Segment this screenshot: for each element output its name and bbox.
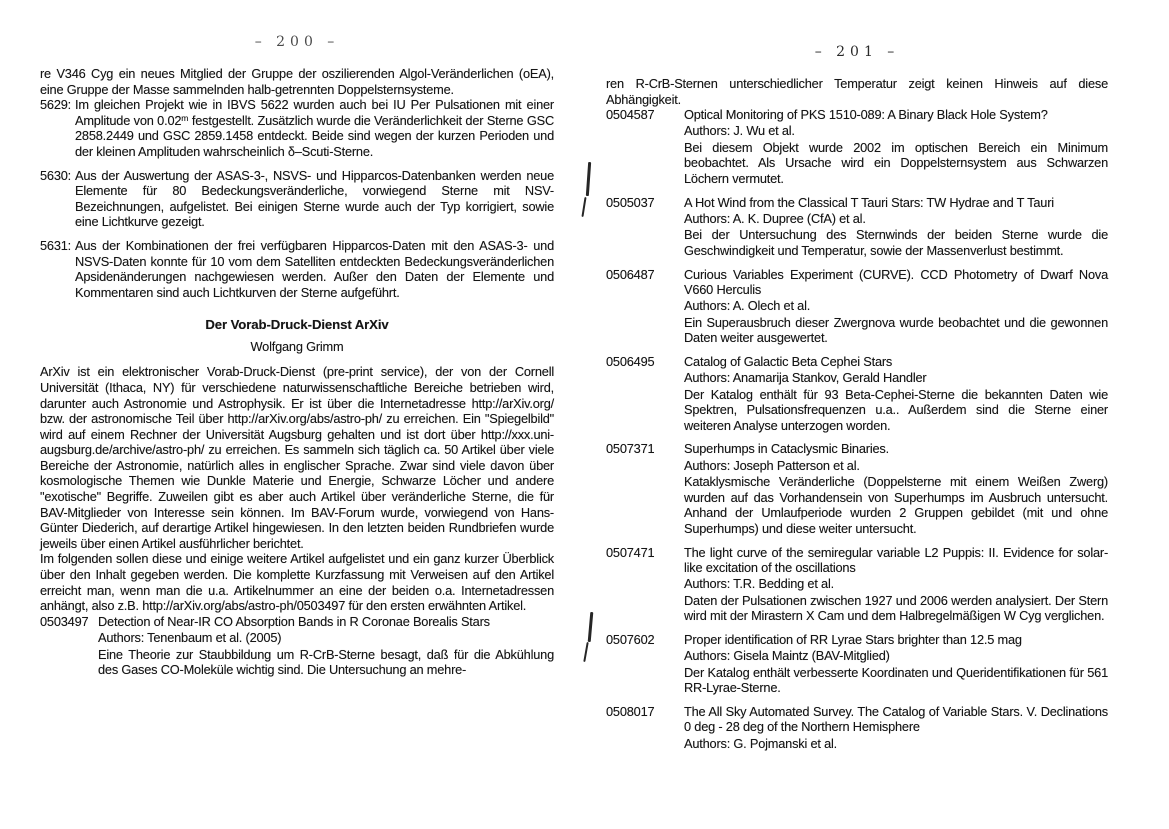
arxiv-title: A Hot Wind from the Classical T Tauri Stars: TW Hydrae and T Tauri [684,194,1054,210]
page-number: – 200 – [254,34,340,50]
entry-text [75,97,554,159]
page-number: – 201 – [814,44,900,60]
arxiv-title: Detection of Near-IR CO Absorption Bands in R Coronae Borealis Stars [98,613,490,629]
scanned-page-200 [40,34,554,686]
entry-text-part: festgestellt. Zusätzlich wurde die Veränderlichkeit der Sterne GSC 2858.2449 und GSC 2859.1458 entdeckt. Beide sind wegen der kurzen Perioden und der kleinen Amplituden wahrscheinlich δ–Scuti-Sterne. [75,112,554,159]
arxiv-title: Proper identification of RR Lyrae Stars brighter than 12.5 mag [684,632,1022,647]
arxiv-id: 0507471 [606,544,655,560]
arxiv-description: Ein Superausbruch dieser Zwergnova wurde beobachtet und die gewonnen Daten weiter ausgewertet. [684,314,1108,346]
arxiv-title: The All Sky Automated Survey. The Catalog of Variable Stars. V. Declinations 0 deg - 28 deg of the Northern Hemisphere [684,703,1108,735]
entry-text-part: Im gleichen Projekt wie in IBVS 5622 wurden auch bei IU Per Pulsationen mit einer Amplitude von 0.02 [75,97,554,128]
arxiv-id: 0506487 [606,266,655,282]
section-author: Wolfgang Grimm [250,339,344,355]
arxiv-entry-0505037 [606,195,1108,259]
entry-text: Aus der Auswertung der ASAS-3-, NSVS- und Hipparcos-Datenbanken werden neue Elemente für 80 Bedeckungsveränderliche, vorwiegend Sterne mit NSV-Bezeichnungen, aufgelistet. Bei einigen Sterne wurde auch der Typ korrigiert, sowie eine Lichtkurve gezeigt. [75,167,554,230]
arxiv-entry-0508017 [606,704,1108,751]
continuation-paragraph: ren R-CrB-Sternen unterschiedlicher Temperatur zeigt keinen Hinweis auf diese Abhängigkeit. [606,76,1108,107]
arxiv-entry-0504587 [606,107,1108,186]
arxiv-authors: Authors: Tenenbaum et al. (2005) [98,629,282,645]
arxiv-id: 0507371 [606,441,655,457]
scanned-page-201 [606,44,1108,759]
arxiv-title: The light curve of the semiregular variable L2 Puppis: II. Evidence for solar-like excitation of the oscillations [684,544,1108,576]
arxiv-id: 0507602 [606,632,655,647]
arxiv-description: Daten der Pulsationen zwischen 1927 und 2006 werden analysiert. Der Stern wird mit der Mirastern X Cam und dem Halbregelmäßigen W Cyg verglichen. [684,592,1108,624]
entry-number: 5631: [40,237,72,253]
continuation-paragraph: re V346 Cyg ein neues Mitglied der Gruppe der oszilierenden Algol-Veränderlichen (oEA), eine Gruppe der Masse sammelnden halb-getrennten Doppelsternsysteme. [40,66,554,97]
arxiv-authors: Authors: J. Wu et al. [684,123,795,139]
entry-number: 5630: [40,167,72,183]
arxiv-authors: Authors: Anamarija Stankov, Gerald Handler [684,370,927,386]
arxiv-howto-paragraph: Im folgenden sollen diese und einige weitere Artikel aufgelistet und ein ganz kurzer Überblick über den Inhalt gegeben werden. Die komplette Kurzfassung mit Verweisen auf den Artikel erreicht man, wenn man die u.a. Artikelnummer an eine der beiden o.a. Internetadressen anhängt, also z.B. http://arXiv.org/abs/astro-ph/0503497 für den ersten erwähnten Artikel. [40,551,554,614]
entry-number: 5629: [40,97,72,113]
arxiv-intro-paragraph: ArXiv ist ein elektronischer Vorab-Druck-Dienst (pre-print service), der von der Cornell Universität (Ithaca, NY) für verschiedene naturwissenschaftliche Bereiche betrieben wird, darunter auch Astronomie und Astrophysik. Er ist über die Internetadresse http://arXiv.org/ bzw. der astronomische Teil über http://arXiv.org/abs/astro-ph/ zu erreichen. Ein "Spiegelbild" wird auf einem Rechner der Universität Augsburg gehalten und ist dort über http://xxx.uni-augsburg.de/archive/astro-ph/ zu erreichen. Es sammeln sich täglich ca. 50 Artikel über viele Bereiche der Astronomie, natürlich alles in englischer Sprache. Zwar sind viele davon über kosmologische Themen wie Dunkle Materie und Energie, Schwarze Löcher und andere "exotische" Begriffe. Zuweilen gibt es aber auch Artikel über veränderliche Sterne, die für BAV-Mitglieder von Interesse sein können. Im BAV-Forum wurde, vorwiegend von Hans-Günter Diederich, auf derartige Artikel hingewiesen. In den letzten beiden Rundbriefen wurde jeweils über einen Artikel ausführlicher berichtet. [40,364,554,551]
arxiv-id: 0505037 [606,194,655,210]
arxiv-title: Curious Variables Experiment (CURVE). CCD Photometry of Dwarf Nova V660 Herculis [684,266,1108,298]
arxiv-description: Eine Theorie zur Staubbildung um R-CrB-Sterne besagt, daß für die Abkühlung des Gases CO-Moleküle wichtig sind. Die Untersuchung an mehre- [98,646,554,678]
arxiv-authors: Authors: A. Olech et al. [684,298,811,314]
arxiv-id: 0504587 [606,107,655,123]
arxiv-authors: Authors: A. K. Dupree (CfA) et al. [684,210,866,226]
arxiv-entry-0503497 [40,614,554,678]
arxiv-entry-0506495 [606,354,1108,433]
scan-artifact-fold-mark [588,612,593,642]
arxiv-id: 0506495 [606,354,655,369]
arxiv-entry-0507371 [606,441,1108,536]
arxiv-entry-0507471 [606,545,1108,624]
scan-artifact-fold-mark [583,642,588,662]
arxiv-title: Optical Monitoring of PKS 1510-089: A Binary Black Hole System? [684,107,1048,123]
arxiv-description: Bei diesem Objekt wurde 2002 im optischen Bereich ein Minimum beobachtet. Als Ursache wird ein Doppelsternsystem aus Schwarzen Löchern vermutet. [684,139,1108,187]
entry-text: Aus der Kombinationen der frei verfügbaren Hipparcos-Daten mit den ASAS-3- und NSVS-Daten konnte für 10 vom dem Satelliten entdeckten Bedeckungsveränderlichen Apsidenänderungen nachgewiesen werden. Außer den Daten der Elemente und Kommentaren sind auch Lichtkurven der Sterne aufgeführt. [75,237,554,300]
arxiv-authors: Authors: Gisela Maintz (BAV-Mitglied) [684,648,890,664]
arxiv-title: Catalog of Galactic Beta Cephei Stars [684,354,893,369]
arxiv-authors: Authors: Joseph Patterson et al. [684,457,860,473]
section-title: Der Vorab-Druck-Dienst ArXiv [205,317,389,333]
arxiv-description: Kataklysmische Veränderliche (Doppelsterne mit einem Weißen Zwerg) wurden auf das Vorhandensein von Superhumps im Ausbruch untersucht. Anhand der Umlaufperiode wurden 2 Gruppen gebildet (mit und ohne Superhumps) und diese weiter untersucht. [684,474,1108,536]
arxiv-authors: Authors: T.R. Bedding et al. [684,576,834,592]
ibvs-entry-5631 [40,238,554,300]
magnitude-superscript: m [181,112,189,123]
arxiv-title: Superhumps in Cataclysmic Binaries. [684,441,889,457]
arxiv-id: 0508017 [606,703,655,719]
ibvs-entry-5629 [40,97,554,159]
arxiv-entry-0507602 [606,632,1108,696]
arxiv-entry-0506487 [606,267,1108,346]
arxiv-description: Der Katalog enthält für 93 Beta-Cephei-Sterne die bekannten Daten wie Spektren, Pulsationsfrequenzen u.a.. Außerdem sind die Sterne einer weiteren Analyse unterzogen worden. [684,386,1108,433]
scan-artifact-fold-mark [581,197,586,217]
arxiv-description: Bei der Untersuchung des Sternwinds der beiden Sterne wurde die Geschwindigkeit und Temperatur, sowie der Massenverlust bestimmt. [684,227,1108,258]
arxiv-description: Der Katalog enthält verbesserte Koordinaten und Queridentifikationen für 561 RR-Lyrae-Sterne. [684,664,1108,696]
ibvs-entry-5630 [40,168,554,230]
arxiv-id: 0503497 [40,613,89,629]
arxiv-authors: Authors: G. Pojmanski et al. [684,735,838,751]
scan-artifact-fold-mark [586,162,591,196]
